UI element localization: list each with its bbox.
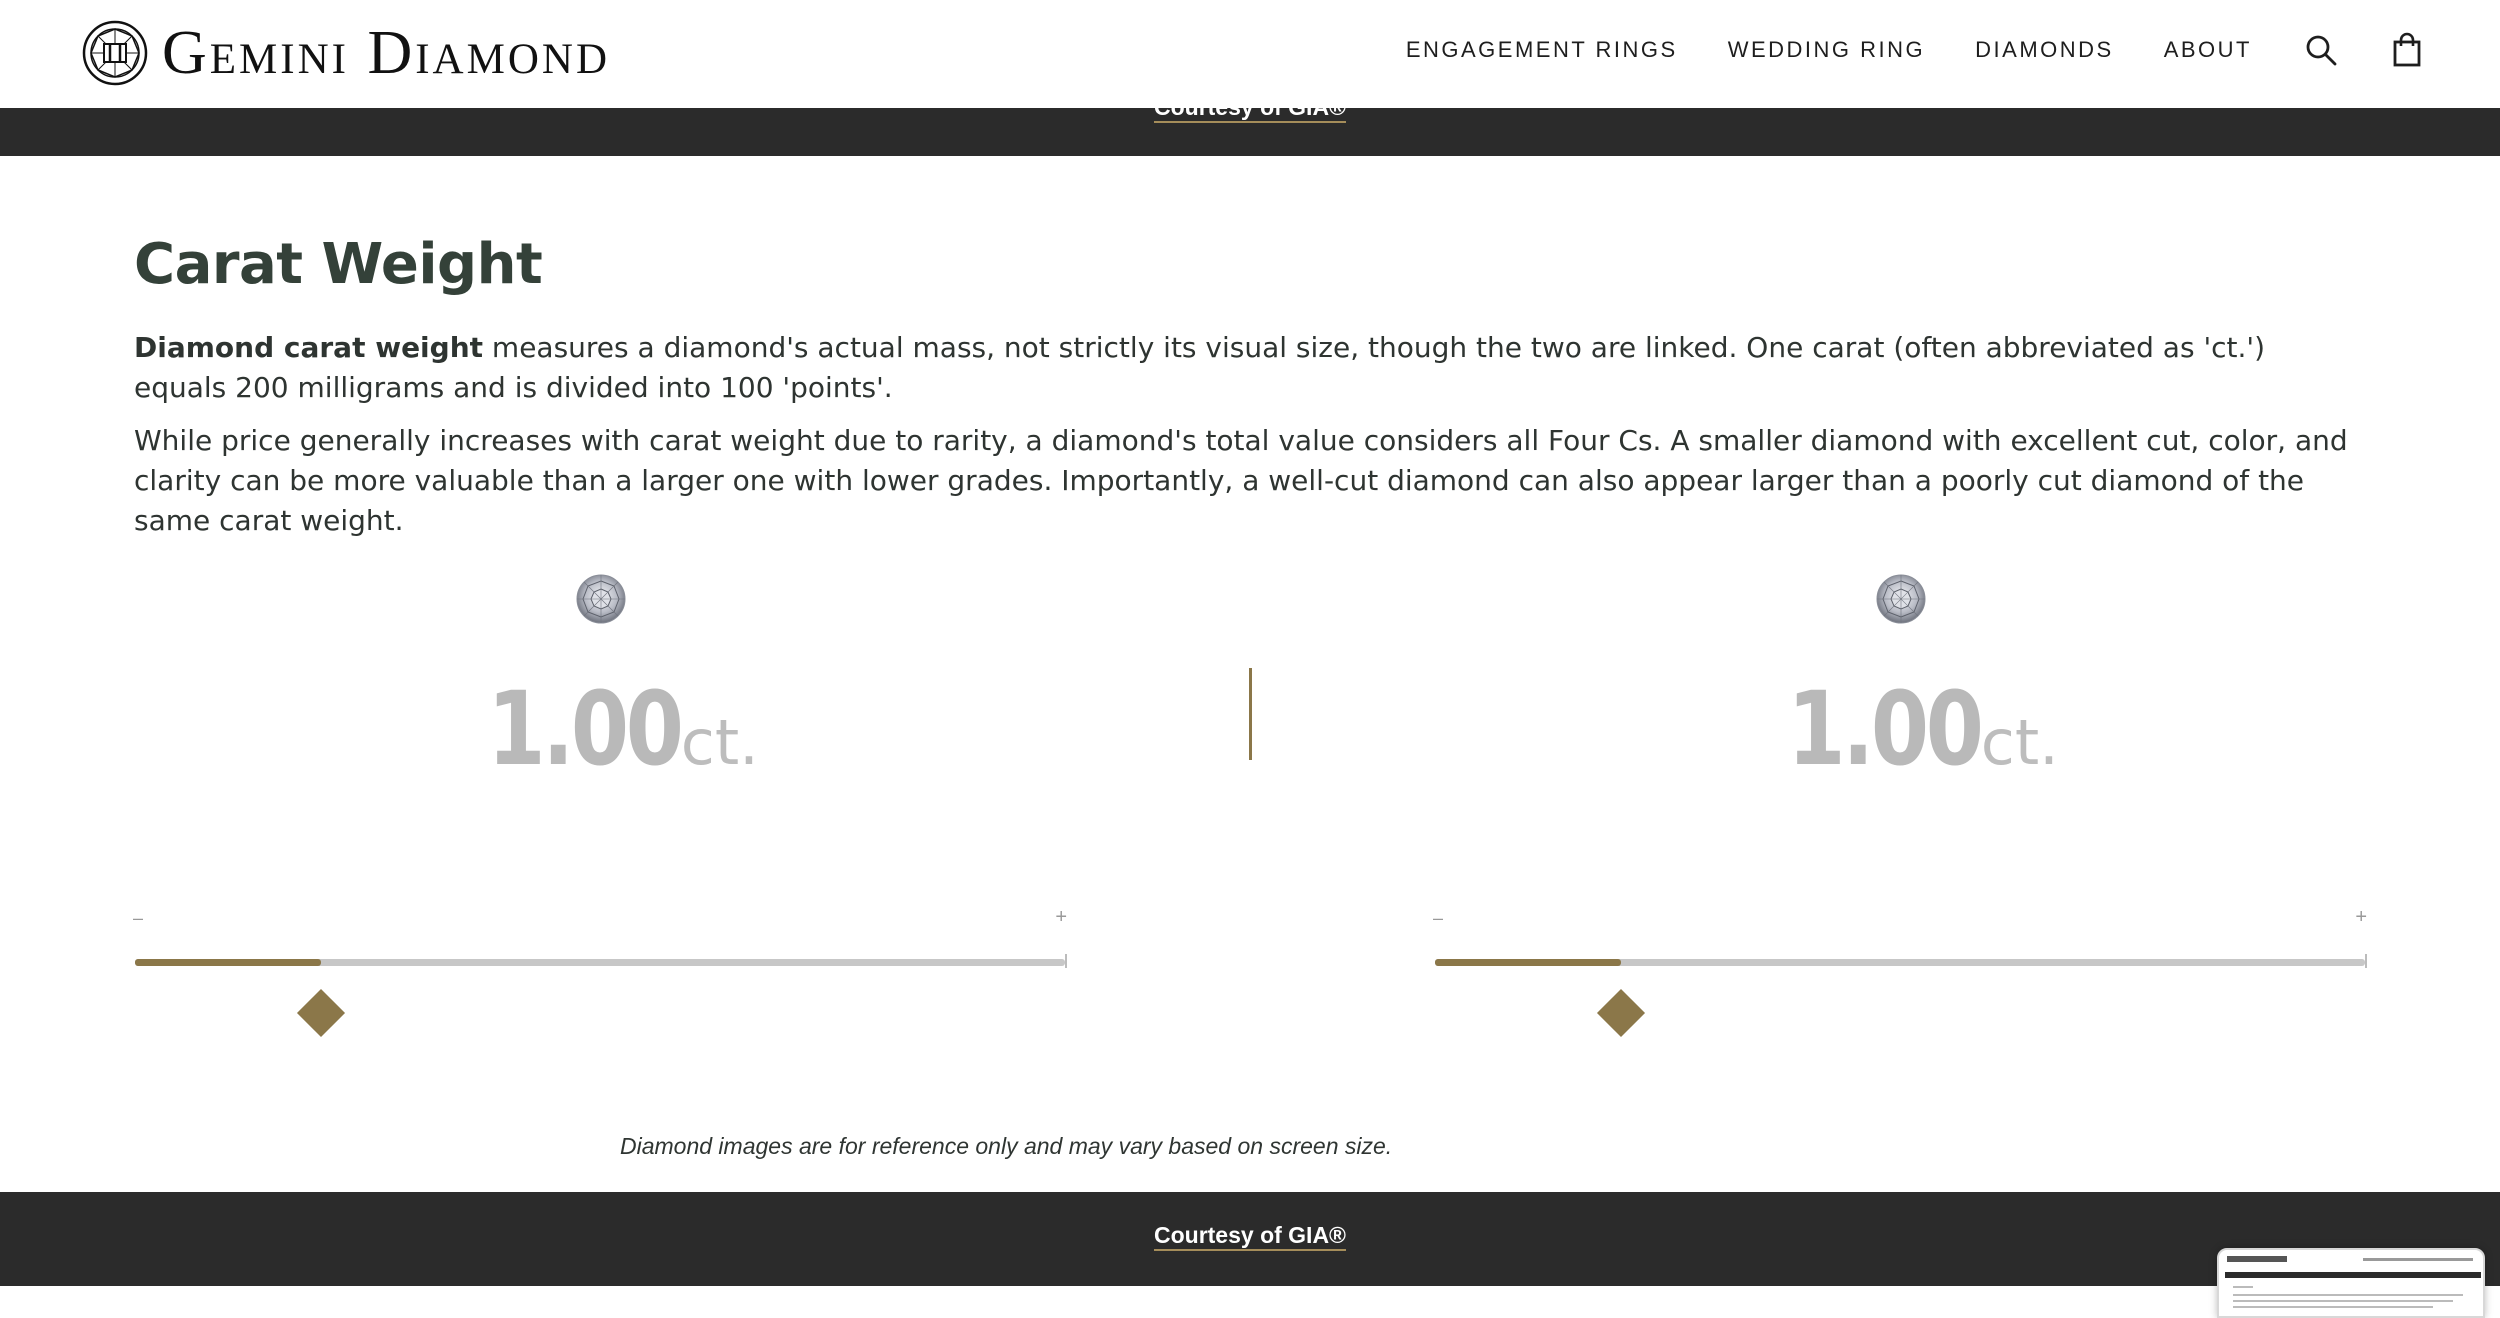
thumbnail-line [2233,1294,2463,1296]
decrease-icon[interactable]: – [133,908,144,928]
search-icon[interactable] [2304,33,2338,67]
increase-icon[interactable]: + [2355,906,2367,928]
carat-value-paragraph: While price generally increases with carat weight due to rarity, a diamond's total value considers all Four Cs. A smaller diamond with excellent cut, color, and clarity can be more valuable than a larger one with lower grades. Importantly, a well-cut diamond can also appear larger than a poorly cut diamond of the same carat weight. [134,424,2348,537]
increase-icon[interactable]: + [1055,906,1067,928]
diamond-image-right [1875,573,1927,625]
slider-fill [135,959,321,966]
gemini-diamond-logo-icon [82,20,148,86]
nav-diamonds[interactable]: DIAMONDS [1975,37,2114,62]
carat-value-left [402,670,802,789]
carat-description-bold: Diamond carat weight [134,331,484,364]
thumbnail-line [2233,1286,2253,1288]
carat-description-paragraph [134,328,2364,408]
page-thumbnail-preview[interactable] [2217,1248,2485,1318]
diamond-image-left [575,573,627,625]
nav-wedding-ring[interactable]: WEDDING RING [1727,37,1926,62]
carat-unit-left: ct. [680,706,759,779]
carat-slider-left[interactable] [133,906,1067,964]
site-header [0,0,2500,108]
slider-track[interactable] [1435,959,2365,966]
top-credit-band [0,108,2500,156]
section-title: Carat Weight [134,232,543,297]
logo[interactable] [82,18,610,88]
carat-unit-right: ct. [1980,706,2059,779]
thumbnail-logo [2227,1256,2287,1262]
carat-description-text: measures a diamond's actual mass, not strictly its visual size, though the two are linked. One carat (often abbreviated as 'ct.') equals 200 milligrams and is divided into 100 'points'. [134,331,2266,404]
bottom-strip [0,1286,2500,1309]
thumbnail-line [2233,1300,2453,1302]
thumbnail-nav [2363,1258,2473,1261]
main-nav [1356,32,2424,68]
slider-fill [1435,959,1621,966]
decrease-icon[interactable]: – [1433,908,1444,928]
slider-track[interactable] [135,959,1065,966]
slider-end-tick [2365,954,2367,968]
disclaimer-text: Diamond images are for reference only and may vary based on screen size. [620,1133,1393,1159]
bottom-courtesy-gia-link[interactable]: Courtesy of GIA® [1154,1222,1346,1251]
slider-handle[interactable] [297,989,345,1037]
logo-text: Gemini Diamond [162,19,611,87]
shopping-bag-icon[interactable] [2390,33,2424,67]
thumbnail-band [2225,1272,2481,1278]
slider-end-tick [1065,954,1067,968]
slider-handle[interactable] [1597,989,1645,1037]
carat-number-left: 1.00 [487,670,681,789]
carat-value-right [1702,670,2102,789]
comparison-divider [1249,668,1252,760]
carat-number-right: 1.00 [1787,670,1981,789]
nav-about[interactable]: ABOUT [2163,37,2252,62]
carat-slider-right[interactable] [1433,906,2367,964]
bottom-credit-band [0,1192,2500,1286]
bottom-credit-wrap [0,1222,2500,1249]
nav-engagement-rings[interactable]: ENGAGEMENT RINGS [1405,37,1678,62]
thumbnail-line [2233,1306,2433,1308]
